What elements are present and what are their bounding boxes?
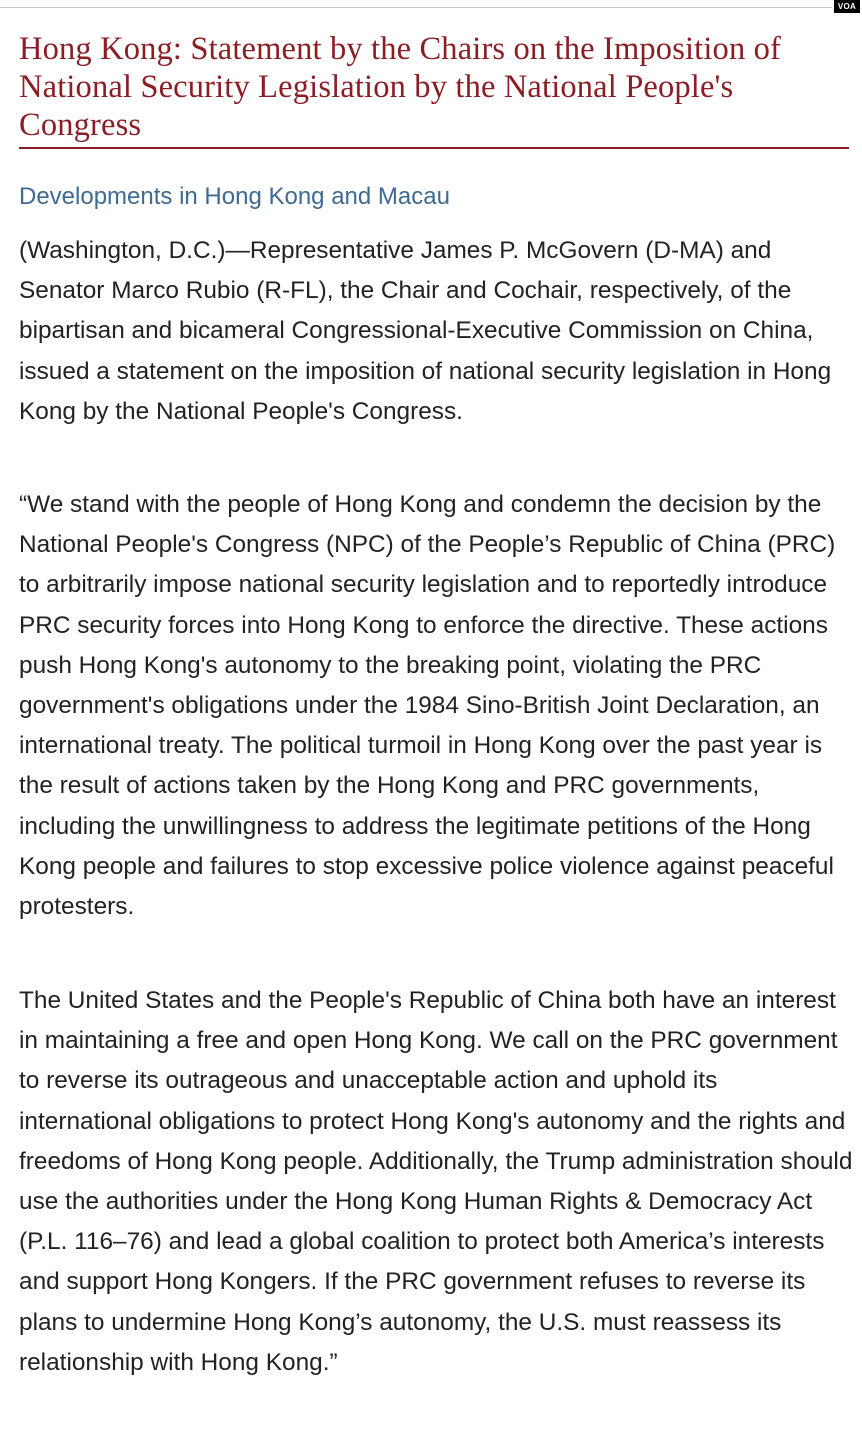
top-divider — [0, 7, 832, 8]
article-paragraph-3: The United States and the People's Republic of China both have an interest in maintaining a free and open Hong Kong. We call on the PRC government to reverse its outrageous and unacceptable action and uphold its international obligations to protect Hong Kong's autonomy and the rights and freedoms of Hong Kong people. Additionally, the Trump administration should use the authorities under the Hong Kong Human Rights & Democracy Act (P.L. 116–76) and lead a global coalition to protect both America’s interests and support Hong Kongers. If the PRC government refuses to reverse its plans to undermine Hong Kong’s autonomy, the U.S. must reassess its relationship with Hong Kong.” — [19, 987, 853, 1376]
voa-logo: VOA — [834, 0, 860, 13]
article-title: Hong Kong: Statement by the Chairs on the Imposition of National Security Legislation by the National People's Congress — [19, 31, 781, 143]
section-link[interactable]: Developments in Hong Kong and Macau — [19, 183, 450, 210]
article-paragraph-1: (Washington, D.C.)—Representative James P. McGovern (D-MA) and Senator Marco Rubio (R-FL), the Chair and Cochair, respectively, of the bipartisan and bicameral Congressional-Executive Commission on China, issued a statement on the imposition of national security legislation in Hong Kong by the National People's Congress. — [19, 237, 832, 425]
article-paragraph-2: “We stand with the people of Hong Kong and condemn the decision by the National People's Congress (NPC) of the People’s Republic of China (PRC) to arbitrarily impose national security legislation and to reportedly introduce PRC security forces into Hong Kong to enforce the directive. These actions push Hong Kong's autonomy to the breaking point, violating the PRC government's obligations under the 1984 Sino-British Joint Declaration, an international treaty. The political turmoil in Hong Kong over the past year is the result of actions taken by the Hong Kong and PRC governments, including the unwillingness to address the legitimate petitions of the Hong Kong people and failures to stop excessive police violence against peaceful protesters. — [19, 491, 836, 921]
title-underline — [19, 147, 849, 149]
